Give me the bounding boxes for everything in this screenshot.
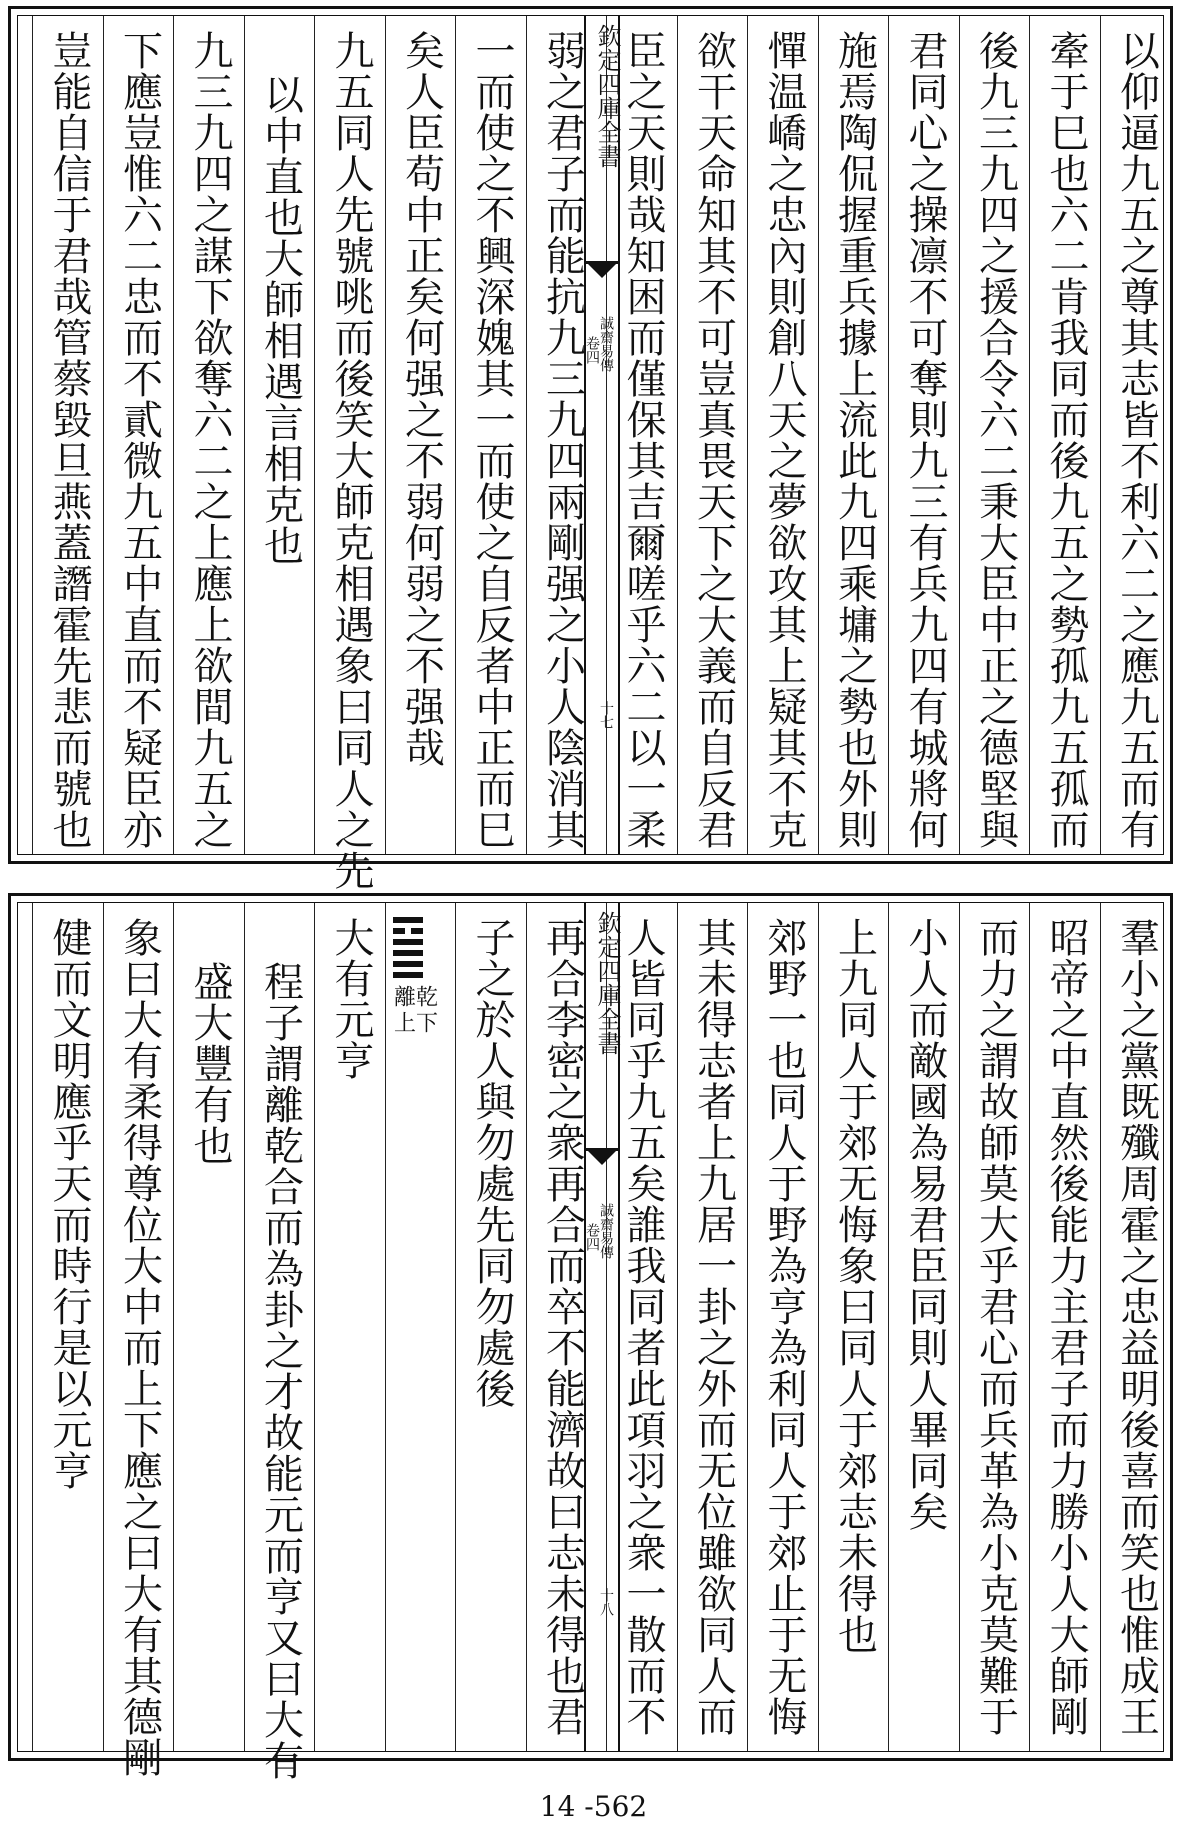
hexagram-lower-trigram: 乾 (412, 985, 438, 1007)
text-column (526, 903, 597, 1751)
fold-leaf-number: 十七 (598, 701, 614, 729)
column-text: 以中直也大師相遇言相克也 (257, 74, 304, 566)
text-column (32, 16, 103, 854)
column-text: 施焉陶侃握重兵據上流此九四乘墉之勢也外則 (831, 30, 878, 850)
text-column (32, 903, 103, 1751)
column-text: 君同心之操凛不可奪則九三有兵九四有城將何 (902, 30, 948, 850)
text-column (526, 16, 597, 854)
text-column (455, 16, 526, 854)
column-text: 九五同人先號咷而後笑大師克相遇象曰同人之先 (328, 30, 374, 891)
text-column (173, 903, 244, 1751)
column-text: 臣之天則哉知困而僅保其吉爾嗟乎六二以一柔 (620, 30, 666, 850)
top-page-inner-frame (17, 15, 1164, 891)
bottom-page-panel (8, 893, 1173, 1781)
page-number: 14 -562 (539, 1790, 648, 1823)
column-text: 再合李密之衆再合而卒不能濟故曰志未得也君 (539, 917, 586, 1737)
column-text: 欲干天命知其不可豈真畏天下之大義而自反君 (690, 30, 737, 850)
text-column (385, 903, 456, 1751)
fold-book-title: 誠齋易傳 (598, 316, 614, 372)
top-left-column-group (18, 16, 1163, 891)
column-text: 人皆同乎九五矣誰我同者此項羽之衆一散而不 (620, 917, 666, 1737)
hexagram-upper-position: 上 (390, 1011, 416, 1033)
fold-book-title: 誠齋易傳 (598, 1203, 614, 1259)
bottom-page-inner-frame (17, 902, 1164, 1781)
column-text: 健而文明應乎天而時行是以元亨 (46, 917, 92, 1491)
text-column (103, 903, 174, 1778)
fold-title: 欽定四庫全書 (593, 911, 621, 1055)
hexagram-upper-trigram: 離 (390, 985, 416, 1007)
text-column (455, 903, 526, 1751)
column-text: 牽于巳也六二肯我同而後九五之勢孤九五孤而 (1043, 30, 1089, 850)
column-text: 盛大豐有也 (187, 961, 233, 1166)
column-text: 九三九四之謀下欲奪六二之上應上欲間九五之 (187, 30, 233, 850)
column-text: 郊野一也同人于野為亨為利同人于郊止于无悔 (761, 917, 807, 1737)
text-column (314, 903, 385, 1751)
text-column (244, 903, 315, 1781)
column-text: 以仰逼九五之尊其志皆不利六二之應九五而有 (1113, 30, 1160, 850)
hexagram-lower-position: 下 (412, 1011, 438, 1033)
column-text: 後九三九四之援合令六二秉大臣中正之德堅與 (972, 30, 1019, 850)
column-text: 小人而敵國為易君臣同則人畢同矣 (902, 917, 948, 1532)
text-column (103, 16, 174, 854)
column-text: 下應豈惟六二忠而不貳微九五中直而不疑臣亦 (116, 30, 163, 850)
bottom-left-column-group (18, 903, 1163, 1781)
top-page-panel (8, 6, 1173, 891)
column-text: 弱之君子而能抗九三九四兩剛强之小人陰消其 (539, 30, 586, 850)
fold-volume: 卷四 (584, 336, 600, 364)
text-column (244, 16, 315, 854)
column-text: 象曰大有柔得尊位大中而上下應之曰大有其德剛 (116, 917, 163, 1778)
fold-volume: 卷四 (584, 1223, 600, 1251)
text-column (314, 16, 385, 891)
text-column (173, 16, 244, 854)
fold-title: 欽定四庫全書 (593, 24, 621, 168)
column-text: 上九同人于郊无悔象曰同人于郊志未得也 (831, 917, 878, 1655)
column-text: 而力之謂故師莫大乎君心而兵革為小克莫難于 (972, 917, 1019, 1737)
fold-leaf-number: 十八 (598, 1588, 614, 1616)
column-text: 豈能自信于君哉管蔡毀旦燕蓋譖霍先悲而號也 (46, 30, 92, 850)
column-text: 大有元亨 (328, 917, 374, 1081)
column-text: 程子謂離乾合而為卦之才故能元而亨又曰大有 (257, 961, 304, 1781)
column-text: 昭帝之中直然後能力主君子而力勝小人大師剛 (1043, 917, 1089, 1737)
column-text: 矣人臣苟中正矣何强之不弱何弱之不强哉 (398, 30, 445, 768)
column-text: 羣小之黨既殲周霍之忠益明後喜而笑也惟成王 (1113, 917, 1160, 1737)
hexagram-da-you-icon (393, 917, 423, 983)
column-text: 憚温嶠之忠內則創八天之夢欲攻其上疑其不克 (761, 30, 807, 850)
column-text: 子之於人與勿處先同勿處後 (469, 917, 515, 1409)
column-text: 其未得志者上九居一卦之外而无位雖欲同人而 (690, 917, 737, 1737)
column-text: 一而使之不興深媿其一而使之自反者中正而巳 (469, 30, 515, 850)
text-column (385, 16, 456, 854)
